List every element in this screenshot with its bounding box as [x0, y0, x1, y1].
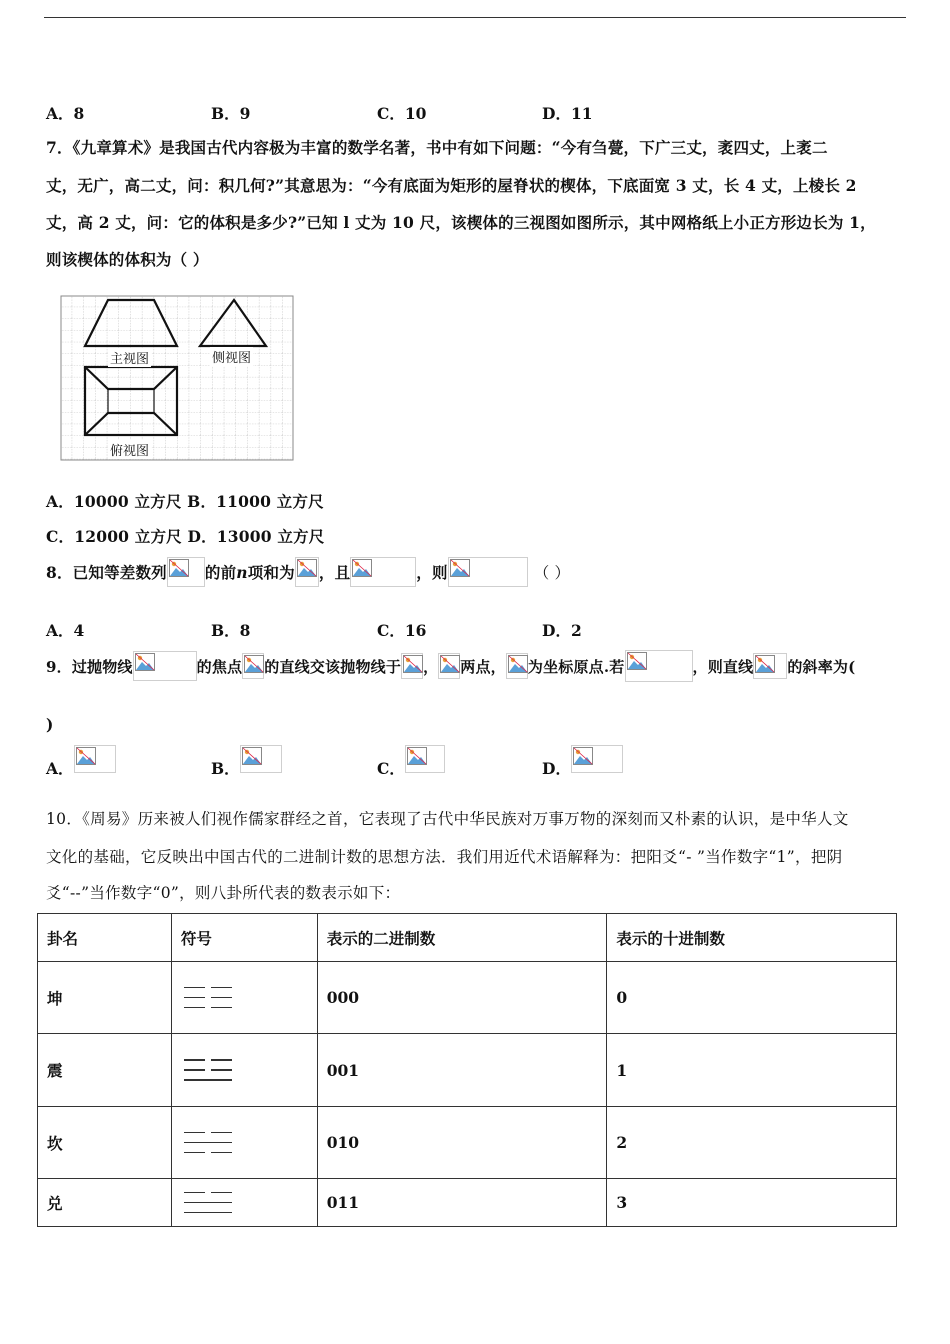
- q8-option-b: B．8: [211, 621, 251, 640]
- gua-name: 兑: [38, 1179, 172, 1227]
- broken-image-icon: [295, 557, 319, 587]
- broken-image-icon: [242, 653, 264, 679]
- binary-value: 000: [317, 962, 607, 1034]
- gua-symbol-zhen: [171, 1034, 317, 1107]
- broken-image-icon: [753, 653, 787, 679]
- q8-stem: 8．已知等差数列 的前 n 项和为 ，且 ，则 （ ）: [46, 557, 570, 587]
- q9-option-d: D．: [542, 745, 623, 773]
- header-cell: 符号: [171, 914, 317, 962]
- q6-option-d: D．11: [542, 104, 593, 123]
- table-row: [38, 1107, 897, 1179]
- header-cell: 表示的二进制数: [317, 914, 607, 962]
- table-header-row: [38, 914, 897, 962]
- q10-line-1: 10．《周易》历来被人们视作儒家群经之首，它表现了古代中华民族对万事万物的深刻而又朴素的认识，是中华人文: [46, 810, 849, 828]
- q9-closing-paren: ): [46, 715, 54, 734]
- broken-image-icon: [240, 745, 282, 773]
- decimal-value: 1: [607, 1034, 897, 1107]
- broken-image-icon: [401, 653, 423, 679]
- decimal-value: 3: [607, 1179, 897, 1227]
- q7-options-row-2: C．12000 立方尺 D．13000 立方尺: [46, 527, 325, 546]
- top-view-label: 俯视图: [108, 440, 151, 459]
- binary-value: 001: [317, 1034, 607, 1107]
- broken-image-icon: [74, 745, 116, 773]
- q10-line-2: 文化的基础，它反映出中国古代的二进制计数的思想方法．我们用近代术语解释为：把阳爻“- ”当作数字“1”，把阴: [46, 848, 843, 866]
- gua-name: 坤: [38, 962, 172, 1034]
- header-cell: 表示的十进制数: [607, 914, 897, 962]
- table-row: [38, 962, 897, 1034]
- q8-option-c: C．16: [377, 621, 427, 640]
- binary-value: 011: [317, 1179, 607, 1227]
- q6-option-b: B．9: [211, 104, 251, 123]
- q7-options-row-1: A．10000 立方尺 B．11000 立方尺: [46, 492, 324, 511]
- broken-image-icon: [506, 653, 528, 679]
- q7-line-1: 7．《九章算术》是我国古代内容极为丰富的数学名著，书中有如下问题：“今有刍甍，下广三丈，袤四丈，上袤二: [46, 138, 828, 157]
- q9-option-a: A．: [46, 745, 116, 773]
- broken-image-icon: [571, 745, 623, 773]
- gua-symbol-kan: [171, 1107, 317, 1179]
- q7-line-3: 丈，高 2 丈，问：它的体积是多少?”已知 l 丈为 10 尺，该楔体的三视图如图所示，其中网格纸上小正方形边长为 1，: [46, 213, 876, 232]
- binary-value: 010: [317, 1107, 607, 1179]
- gua-name: 坎: [38, 1107, 172, 1179]
- q9-option-c: C．: [377, 745, 445, 773]
- broken-image-icon: [625, 650, 693, 682]
- q8-option-d: D．2: [542, 621, 582, 640]
- broken-image-icon: [350, 557, 416, 587]
- q6-option-a: A．8: [46, 104, 85, 123]
- q9-stem: 9．过抛物线 的焦点 的直线交该抛物线于 ， 两点， 为坐标原点.若 ，则直线 的斜率为(: [46, 650, 855, 682]
- table-row: [38, 1179, 897, 1227]
- broken-image-icon: [448, 557, 528, 587]
- header-cell: 卦名: [38, 914, 172, 962]
- decimal-value: 0: [607, 962, 897, 1034]
- decimal-value: 2: [607, 1107, 897, 1179]
- header-rule: [44, 17, 906, 18]
- three-view-diagram: [60, 295, 295, 462]
- q7-line-4: 则该楔体的体积为（ ）: [46, 250, 209, 269]
- broken-image-icon: [133, 651, 197, 681]
- broken-image-icon: [438, 653, 460, 679]
- q7-line-2: 丈，无广，高二丈，问：积几何?”其意思为：“今有底面为矩形的屋脊状的楔体，下底面宽 3 丈，长 4 丈，上棱长 2: [46, 176, 857, 195]
- q8-option-a: A．4: [46, 621, 85, 640]
- bagua-table: [37, 913, 897, 1227]
- q6-option-c: C．10: [377, 104, 427, 123]
- three-view-figure: [60, 295, 295, 462]
- q8-text: 8．已知等差数列: [46, 563, 167, 582]
- table-row: [38, 1034, 897, 1107]
- front-view-label: 主视图: [108, 348, 151, 367]
- gua-symbol-kun: [171, 962, 317, 1034]
- gua-symbol-dui: [171, 1179, 317, 1227]
- q9-option-b: B．: [211, 745, 282, 773]
- broken-image-icon: [405, 745, 445, 773]
- side-view-label: 侧视图: [210, 347, 253, 366]
- q10-line-3: 爻“--”当作数字“0”，则八卦所代表的数表示如下：: [46, 884, 401, 902]
- broken-image-icon: [167, 557, 205, 587]
- gua-name: 震: [38, 1034, 172, 1107]
